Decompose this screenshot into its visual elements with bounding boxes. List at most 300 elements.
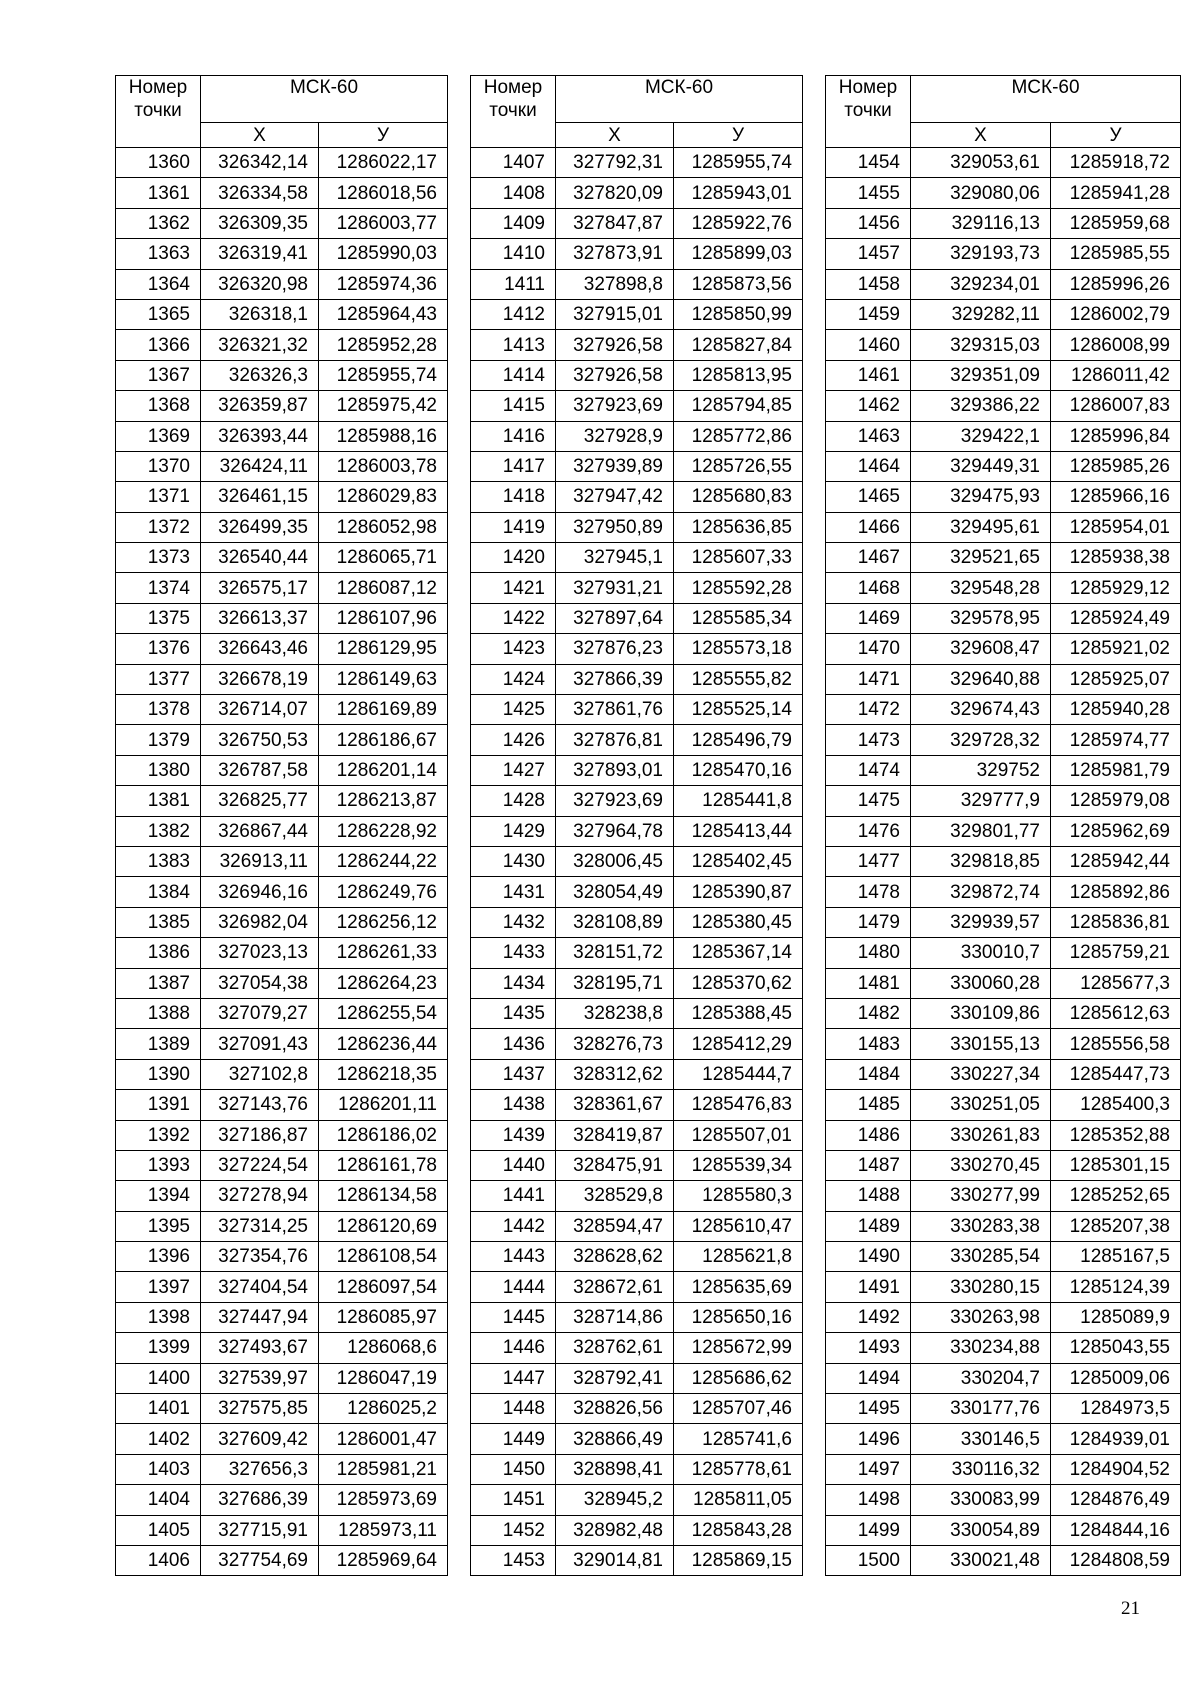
y-coordinate-cell: 1286085,97 [319, 1302, 448, 1332]
table-row [826, 451, 1181, 481]
y-coordinate-cell: 1285400,3 [1051, 1090, 1181, 1120]
table-row [826, 1424, 1181, 1454]
x-coordinate-cell: 327102,8 [201, 1059, 319, 1089]
coordinates-table-1 [115, 75, 448, 1576]
point-number-cell: 1454 [826, 148, 911, 178]
x-coordinate-cell: 330204,7 [911, 1363, 1051, 1393]
point-number-cell: 1485 [826, 1090, 911, 1120]
table-row [826, 360, 1181, 390]
y-coordinate-cell: 1285370,62 [674, 968, 803, 998]
table-row [116, 1090, 448, 1120]
y-coordinate-cell: 1285918,72 [1051, 148, 1181, 178]
x-coordinate-cell: 327898,8 [556, 269, 674, 299]
table-row [471, 1333, 803, 1363]
x-coordinate-cell: 328361,67 [556, 1090, 674, 1120]
table-row [116, 1333, 448, 1363]
table-row [826, 1485, 1181, 1515]
table-row [826, 1181, 1181, 1211]
point-number-cell: 1383 [116, 846, 201, 876]
x-coordinate-cell: 328276,73 [556, 1029, 674, 1059]
x-header: Х [911, 123, 1051, 148]
x-coordinate-cell: 328714,86 [556, 1302, 674, 1332]
y-coordinate-cell: 1285447,73 [1051, 1059, 1181, 1089]
x-coordinate-cell: 327866,39 [556, 664, 674, 694]
y-coordinate-cell: 1285390,87 [674, 877, 803, 907]
table-row [826, 1515, 1181, 1545]
y-coordinate-cell: 1285962,69 [1051, 816, 1181, 846]
table-row [471, 360, 803, 390]
y-coordinate-cell: 1286249,76 [319, 877, 448, 907]
point-number-cell: 1411 [471, 269, 556, 299]
y-coordinate-cell: 1286022,17 [319, 148, 448, 178]
point-number-cell: 1427 [471, 755, 556, 785]
table-row [471, 755, 803, 785]
point-number-cell: 1433 [471, 938, 556, 968]
x-coordinate-cell: 327847,87 [556, 208, 674, 238]
y-coordinate-cell: 1285922,76 [674, 208, 803, 238]
table-row [826, 968, 1181, 998]
y-coordinate-cell: 1285476,83 [674, 1090, 803, 1120]
table-row [826, 725, 1181, 755]
y-coordinate-cell: 1285964,43 [319, 299, 448, 329]
y-coordinate-cell: 1286087,12 [319, 573, 448, 603]
y-coordinate-cell: 1285650,16 [674, 1302, 803, 1332]
x-coordinate-cell: 327893,01 [556, 755, 674, 785]
table-row [826, 1059, 1181, 1089]
point-number-header: Номер точки [471, 76, 556, 148]
y-coordinate-cell: 1285899,03 [674, 239, 803, 269]
point-number-cell: 1424 [471, 664, 556, 694]
table-row [826, 482, 1181, 512]
point-number-cell: 1476 [826, 816, 911, 846]
table-row [116, 299, 448, 329]
y-coordinate-cell: 1285811,05 [674, 1485, 803, 1515]
point-number-cell: 1401 [116, 1394, 201, 1424]
table-row [826, 695, 1181, 725]
point-number-cell: 1459 [826, 299, 911, 329]
y-coordinate-cell: 1285981,79 [1051, 755, 1181, 785]
y-coordinate-cell: 1285441,8 [674, 786, 803, 816]
y-coordinate-cell: 1286134,58 [319, 1181, 448, 1211]
y-coordinate-cell: 1286108,54 [319, 1242, 448, 1272]
y-coordinate-cell: 1286186,67 [319, 725, 448, 755]
x-coordinate-cell: 328529,8 [556, 1181, 674, 1211]
x-coordinate-cell: 326678,19 [201, 664, 319, 694]
table-row [471, 330, 803, 360]
y-coordinate-cell: 1286161,78 [319, 1150, 448, 1180]
point-number-cell: 1450 [471, 1454, 556, 1484]
point-number-cell: 1364 [116, 269, 201, 299]
point-number-cell: 1449 [471, 1424, 556, 1454]
x-coordinate-cell: 327186,87 [201, 1120, 319, 1150]
x-coordinate-cell: 326787,58 [201, 755, 319, 785]
x-coordinate-cell: 327054,38 [201, 968, 319, 998]
y-coordinate-cell: 1285726,55 [674, 451, 803, 481]
point-number-cell: 1430 [471, 846, 556, 876]
x-coordinate-cell: 328628,62 [556, 1242, 674, 1272]
point-number-cell: 1426 [471, 725, 556, 755]
x-coordinate-cell: 329386,22 [911, 391, 1051, 421]
x-coordinate-cell: 328826,56 [556, 1394, 674, 1424]
y-coordinate-cell: 1286097,54 [319, 1272, 448, 1302]
y-header: У [674, 123, 803, 148]
point-number-cell: 1478 [826, 877, 911, 907]
point-number-cell: 1473 [826, 725, 911, 755]
x-coordinate-cell: 326913,11 [201, 846, 319, 876]
x-coordinate-cell: 326575,17 [201, 573, 319, 603]
y-coordinate-cell: 1285686,62 [674, 1363, 803, 1393]
point-number-cell: 1361 [116, 178, 201, 208]
x-coordinate-cell: 326750,53 [201, 725, 319, 755]
point-number-cell: 1444 [471, 1272, 556, 1302]
y-coordinate-cell: 1286002,79 [1051, 299, 1181, 329]
x-coordinate-cell: 328195,71 [556, 968, 674, 998]
table-row [116, 421, 448, 451]
table-row [116, 664, 448, 694]
x-coordinate-cell: 330227,34 [911, 1059, 1051, 1089]
y-coordinate-cell: 1285990,03 [319, 239, 448, 269]
table-row [116, 451, 448, 481]
point-number-cell: 1458 [826, 269, 911, 299]
point-number-cell: 1388 [116, 998, 201, 1028]
y-coordinate-cell: 1285940,28 [1051, 695, 1181, 725]
point-number-cell: 1390 [116, 1059, 201, 1089]
point-number-cell: 1491 [826, 1272, 911, 1302]
y-header: У [319, 123, 448, 148]
point-number-cell: 1499 [826, 1515, 911, 1545]
y-coordinate-cell: 1285959,68 [1051, 208, 1181, 238]
y-coordinate-cell: 1285975,42 [319, 391, 448, 421]
x-coordinate-cell: 330285,54 [911, 1242, 1051, 1272]
x-coordinate-cell: 328054,49 [556, 877, 674, 907]
y-coordinate-cell: 1285981,21 [319, 1454, 448, 1484]
point-number-cell: 1441 [471, 1181, 556, 1211]
table-row [116, 512, 448, 542]
y-coordinate-cell: 1286261,33 [319, 938, 448, 968]
y-coordinate-cell: 1285610,47 [674, 1211, 803, 1241]
y-coordinate-cell: 1285413,44 [674, 816, 803, 846]
point-number-cell: 1395 [116, 1211, 201, 1241]
table-row [826, 573, 1181, 603]
table-row [471, 1394, 803, 1424]
table-row [471, 299, 803, 329]
point-number-cell: 1406 [116, 1545, 201, 1575]
point-number-cell: 1434 [471, 968, 556, 998]
y-coordinate-cell: 1285924,49 [1051, 603, 1181, 633]
table-row [116, 178, 448, 208]
point-number-cell: 1377 [116, 664, 201, 694]
x-coordinate-cell: 327404,54 [201, 1272, 319, 1302]
x-coordinate-cell: 327945,1 [556, 543, 674, 573]
point-number-cell: 1391 [116, 1090, 201, 1120]
x-coordinate-cell: 329777,9 [911, 786, 1051, 816]
y-coordinate-cell: 1285388,45 [674, 998, 803, 1028]
table-row [471, 421, 803, 451]
y-coordinate-cell: 1285941,28 [1051, 178, 1181, 208]
y-coordinate-cell: 1286029,83 [319, 482, 448, 512]
x-coordinate-cell: 327656,3 [201, 1454, 319, 1484]
point-number-cell: 1399 [116, 1333, 201, 1363]
table-row [826, 391, 1181, 421]
y-coordinate-cell: 1285985,26 [1051, 451, 1181, 481]
point-number-cell: 1372 [116, 512, 201, 542]
y-coordinate-cell: 1285680,83 [674, 482, 803, 512]
point-number-cell: 1486 [826, 1120, 911, 1150]
y-coordinate-cell: 1286264,23 [319, 968, 448, 998]
x-coordinate-cell: 327354,76 [201, 1242, 319, 1272]
y-coordinate-cell: 1285496,79 [674, 725, 803, 755]
table-row [471, 998, 803, 1028]
coordinate-system-header: МСК-60 [556, 76, 803, 123]
table-row [116, 1515, 448, 1545]
x-coordinate-cell: 327915,01 [556, 299, 674, 329]
point-number-cell: 1443 [471, 1242, 556, 1272]
point-number-cell: 1475 [826, 786, 911, 816]
x-coordinate-cell: 330263,98 [911, 1302, 1051, 1332]
x-coordinate-cell: 329728,32 [911, 725, 1051, 755]
point-number-cell: 1376 [116, 634, 201, 664]
x-coordinate-cell: 327754,69 [201, 1545, 319, 1575]
table-row [116, 360, 448, 390]
table-row [826, 786, 1181, 816]
x-coordinate-cell: 326461,15 [201, 482, 319, 512]
table-row [116, 725, 448, 755]
table-row [116, 1485, 448, 1515]
y-coordinate-cell: 1286236,44 [319, 1029, 448, 1059]
point-number-cell: 1381 [116, 786, 201, 816]
point-number-cell: 1479 [826, 907, 911, 937]
y-coordinate-cell: 1284844,16 [1051, 1515, 1181, 1545]
y-coordinate-cell: 1285412,29 [674, 1029, 803, 1059]
point-number-cell: 1465 [826, 482, 911, 512]
y-coordinate-cell: 1285444,7 [674, 1059, 803, 1089]
x-coordinate-cell: 327079,27 [201, 998, 319, 1028]
coordinates-table-3 [825, 75, 1181, 1576]
table-row [116, 330, 448, 360]
x-coordinate-cell: 329495,61 [911, 512, 1051, 542]
x-coordinate-cell: 330277,99 [911, 1181, 1051, 1211]
y-coordinate-cell: 1285043,55 [1051, 1333, 1181, 1363]
point-number-cell: 1392 [116, 1120, 201, 1150]
y-coordinate-cell: 1284939,01 [1051, 1424, 1181, 1454]
x-coordinate-cell: 327926,58 [556, 330, 674, 360]
y-coordinate-cell: 1286256,12 [319, 907, 448, 937]
point-number-cell: 1362 [116, 208, 201, 238]
point-number-cell: 1429 [471, 816, 556, 846]
point-number-cell: 1420 [471, 543, 556, 573]
point-number-cell: 1488 [826, 1181, 911, 1211]
point-number-cell: 1470 [826, 634, 911, 664]
point-number-cell: 1370 [116, 451, 201, 481]
x-coordinate-cell: 329939,57 [911, 907, 1051, 937]
x-coordinate-cell: 329080,06 [911, 178, 1051, 208]
x-coordinate-cell: 329801,77 [911, 816, 1051, 846]
y-coordinate-cell: 1285470,16 [674, 755, 803, 785]
x-coordinate-cell: 327575,85 [201, 1394, 319, 1424]
y-coordinate-cell: 1286255,54 [319, 998, 448, 1028]
x-coordinate-cell: 330177,76 [911, 1394, 1051, 1424]
point-number-cell: 1410 [471, 239, 556, 269]
x-coordinate-cell: 328238,8 [556, 998, 674, 1028]
table-row [116, 1363, 448, 1393]
y-coordinate-cell: 1285996,84 [1051, 421, 1181, 451]
point-number-cell: 1440 [471, 1150, 556, 1180]
point-number-cell: 1463 [826, 421, 911, 451]
table-row [826, 1211, 1181, 1241]
x-coordinate-cell: 328419,87 [556, 1120, 674, 1150]
table-row [471, 1029, 803, 1059]
table-row [826, 1150, 1181, 1180]
y-coordinate-cell: 1285301,15 [1051, 1150, 1181, 1180]
x-coordinate-cell: 329578,95 [911, 603, 1051, 633]
table-row [471, 877, 803, 907]
table-row [826, 269, 1181, 299]
point-number-cell: 1457 [826, 239, 911, 269]
y-coordinate-cell: 1286228,92 [319, 816, 448, 846]
y-coordinate-cell: 1285996,26 [1051, 269, 1181, 299]
y-coordinate-cell: 1285539,34 [674, 1150, 803, 1180]
point-number-cell: 1492 [826, 1302, 911, 1332]
x-coordinate-cell: 328312,62 [556, 1059, 674, 1089]
table-row [471, 451, 803, 481]
table-row [116, 1454, 448, 1484]
point-number-cell: 1464 [826, 451, 911, 481]
x-coordinate-cell: 328006,45 [556, 846, 674, 876]
table-row [116, 968, 448, 998]
y-coordinate-cell: 1286201,11 [319, 1090, 448, 1120]
table-row [826, 907, 1181, 937]
x-coordinate-cell: 329282,11 [911, 299, 1051, 329]
table-row [116, 148, 448, 178]
point-number-cell: 1385 [116, 907, 201, 937]
y-coordinate-cell: 1285352,88 [1051, 1120, 1181, 1150]
x-coordinate-cell: 330251,05 [911, 1090, 1051, 1120]
point-number-cell: 1446 [471, 1333, 556, 1363]
point-number-cell: 1455 [826, 178, 911, 208]
x-coordinate-cell: 327278,94 [201, 1181, 319, 1211]
point-number-cell: 1456 [826, 208, 911, 238]
y-coordinate-cell: 1285741,6 [674, 1424, 803, 1454]
point-number-cell: 1384 [116, 877, 201, 907]
x-coordinate-cell: 326424,11 [201, 451, 319, 481]
x-coordinate-cell: 326321,32 [201, 330, 319, 360]
point-number-cell: 1404 [116, 1485, 201, 1515]
table-row [116, 1424, 448, 1454]
x-coordinate-cell: 328792,41 [556, 1363, 674, 1393]
y-coordinate-cell: 1285672,99 [674, 1333, 803, 1363]
table-row [116, 573, 448, 603]
point-number-cell: 1482 [826, 998, 911, 1028]
point-number-cell: 1477 [826, 846, 911, 876]
point-number-cell: 1439 [471, 1120, 556, 1150]
x-coordinate-cell: 326319,41 [201, 239, 319, 269]
table-row [826, 208, 1181, 238]
table-row [471, 1120, 803, 1150]
table-row [826, 816, 1181, 846]
point-number-cell: 1461 [826, 360, 911, 390]
x-coordinate-cell: 329475,93 [911, 482, 1051, 512]
y-coordinate-cell: 1285525,14 [674, 695, 803, 725]
y-coordinate-cell: 1285813,95 [674, 360, 803, 390]
table-row [116, 998, 448, 1028]
table-row [116, 603, 448, 633]
x-coordinate-cell: 326342,14 [201, 148, 319, 178]
point-number-cell: 1468 [826, 573, 911, 603]
table-row [471, 148, 803, 178]
table-row [471, 391, 803, 421]
point-number-cell: 1490 [826, 1242, 911, 1272]
x-coordinate-cell: 327715,91 [201, 1515, 319, 1545]
point-number-cell: 1460 [826, 330, 911, 360]
x-coordinate-cell: 329449,31 [911, 451, 1051, 481]
point-number-cell: 1445 [471, 1302, 556, 1332]
table-row [471, 1272, 803, 1302]
point-number-cell: 1398 [116, 1302, 201, 1332]
y-coordinate-cell: 1286001,47 [319, 1424, 448, 1454]
x-coordinate-cell: 329234,01 [911, 269, 1051, 299]
table-row [826, 634, 1181, 664]
point-number-cell: 1469 [826, 603, 911, 633]
y-coordinate-cell: 1285925,07 [1051, 664, 1181, 694]
x-coordinate-cell: 327947,42 [556, 482, 674, 512]
y-coordinate-cell: 1285979,08 [1051, 786, 1181, 816]
y-coordinate-cell: 1285943,01 [674, 178, 803, 208]
x-coordinate-cell: 329193,73 [911, 239, 1051, 269]
table-row [116, 1029, 448, 1059]
x-coordinate-cell: 327939,89 [556, 451, 674, 481]
x-coordinate-cell: 327686,39 [201, 1485, 319, 1515]
table-row [116, 1181, 448, 1211]
x-coordinate-cell: 328672,61 [556, 1272, 674, 1302]
y-coordinate-cell: 1286120,69 [319, 1211, 448, 1241]
point-number-cell: 1442 [471, 1211, 556, 1241]
table-row [471, 543, 803, 573]
point-number-cell: 1483 [826, 1029, 911, 1059]
point-number-cell: 1405 [116, 1515, 201, 1545]
point-number-cell: 1480 [826, 938, 911, 968]
y-coordinate-cell: 1285707,46 [674, 1394, 803, 1424]
y-coordinate-cell: 1285974,77 [1051, 725, 1181, 755]
point-number-cell: 1487 [826, 1150, 911, 1180]
point-number-cell: 1363 [116, 239, 201, 269]
table-row [471, 1242, 803, 1272]
table-row [826, 1545, 1181, 1575]
y-coordinate-cell: 1285892,86 [1051, 877, 1181, 907]
x-coordinate-cell: 329116,13 [911, 208, 1051, 238]
table-row [116, 1120, 448, 1150]
point-number-cell: 1435 [471, 998, 556, 1028]
table-row [471, 239, 803, 269]
table-row [826, 664, 1181, 694]
point-number-cell: 1380 [116, 755, 201, 785]
y-coordinate-cell: 1286107,96 [319, 603, 448, 633]
table-row [116, 269, 448, 299]
point-number-cell: 1421 [471, 573, 556, 603]
table-row [471, 725, 803, 755]
x-coordinate-cell: 328898,41 [556, 1454, 674, 1484]
y-coordinate-cell: 1286018,56 [319, 178, 448, 208]
x-coordinate-cell: 326359,87 [201, 391, 319, 421]
table-row [471, 1545, 803, 1575]
table-row [116, 634, 448, 664]
point-number-cell: 1494 [826, 1363, 911, 1393]
point-number-cell: 1396 [116, 1242, 201, 1272]
y-coordinate-cell: 1286149,63 [319, 664, 448, 694]
point-number-cell: 1397 [116, 1272, 201, 1302]
y-coordinate-cell: 1285794,85 [674, 391, 803, 421]
point-number-header: Номер точки [826, 76, 911, 148]
point-number-cell: 1437 [471, 1059, 556, 1089]
